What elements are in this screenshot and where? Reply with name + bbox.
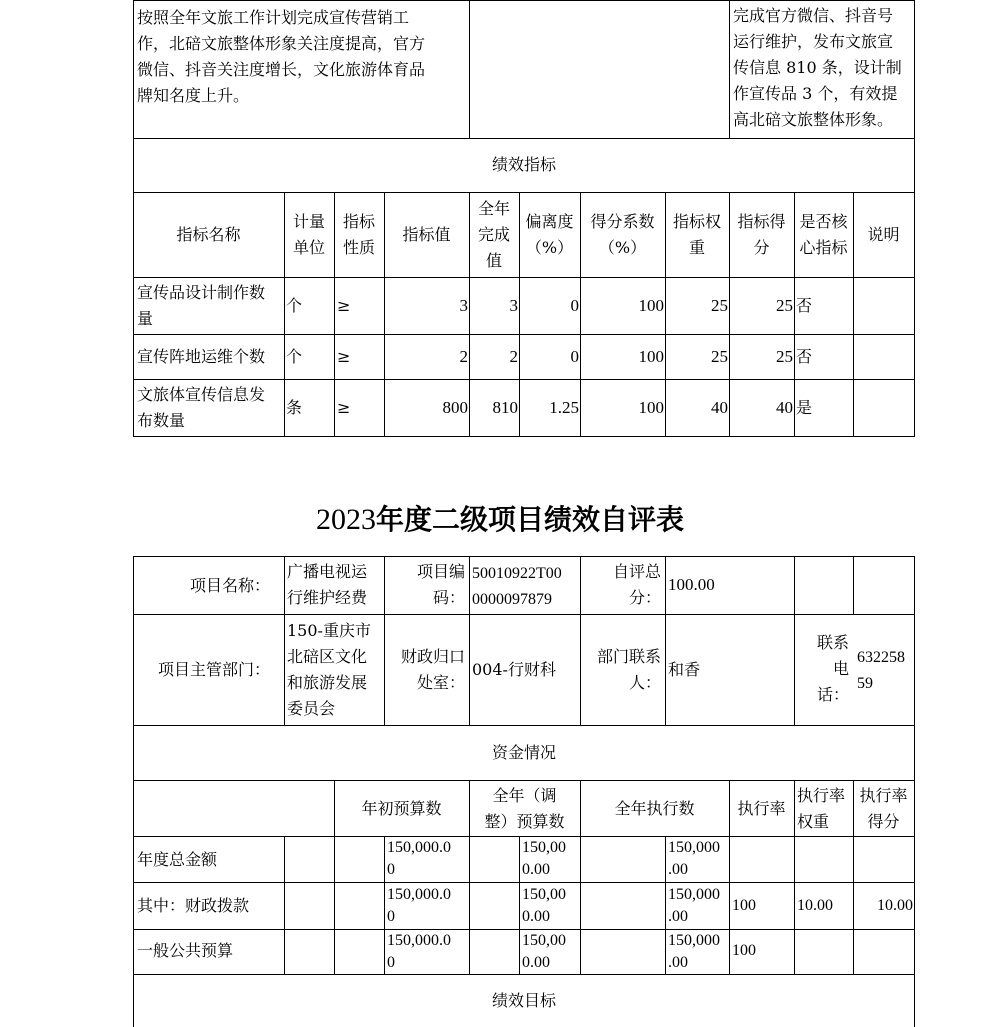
indicator-core: 否 (796, 296, 813, 315)
title-text: 年度二级项目绩效自评表 (375, 503, 684, 536)
indicator-value: 2 (459, 347, 468, 366)
fund-initial: 150,000.0 0 (387, 886, 451, 925)
header-score: 指标得 分 (737, 212, 786, 257)
header-weight: 指标权 重 (672, 212, 721, 257)
project-code-label: 项目编 码： (416, 562, 465, 607)
indicator-score: 25 (776, 347, 793, 366)
indicator-weight: 25 (711, 347, 728, 366)
indicator-name: 宣传品设计制作数 量 (137, 283, 266, 328)
title-year: 2023 (315, 503, 376, 536)
indicator-coefficient: 100 (638, 398, 664, 417)
header-note: 说明 (867, 225, 900, 244)
fund-row-label: 一般公共预算 (137, 941, 234, 960)
phone-value: 632258 59 (857, 649, 905, 692)
header-execution-rate: 执行率 (737, 799, 786, 818)
header-rate-score: 执行率 得分 (859, 786, 908, 831)
header-value: 指标值 (402, 225, 451, 244)
fund-adjusted: 150,00 0.00 (522, 839, 566, 878)
indicator-deviation: 1.25 (549, 398, 579, 417)
indicator-unit: 个 (286, 347, 303, 366)
fund-adjusted: 150,00 0.00 (522, 886, 566, 925)
indicator-completed: 2 (509, 347, 518, 366)
fund-execution-rate: 100 (732, 897, 756, 914)
header-nature: 指标 性质 (342, 212, 375, 257)
self-score-value: 100.00 (668, 575, 715, 594)
annual-goal-text: 按照全年文旅工作计划完成宣传营销工 作，北碚文旅整体形象关注度提高，官方 微信、抖音关注度增长，文化旅游体育品 牌知名度上升。 (137, 8, 426, 105)
indicator-nature: ≥ (337, 398, 351, 417)
indicator-value: 3 (459, 296, 468, 315)
header-adjusted-budget: 全年（调 整）预算数 (484, 786, 565, 831)
fund-row-label: 年度总金额 (137, 850, 218, 869)
project-name-value: 广播电视运 行维护经费 (287, 562, 368, 607)
header-executed: 全年执行数 (614, 799, 695, 818)
fund-initial: 150,000.0 0 (387, 839, 451, 878)
fund-adjusted: 150,00 0.00 (522, 932, 566, 971)
header-core: 是否核 心指标 (799, 212, 848, 257)
contact-value: 和香 (668, 660, 701, 679)
header-deviation: 偏离度 （%） (525, 212, 574, 257)
fund-row-label: 其中：财政拨款 (137, 896, 250, 915)
indicator-coefficient: 100 (638, 296, 664, 315)
indicator-name: 文旅体宣传信息发 布数量 (137, 385, 266, 430)
header-rate-weight: 执行率 权重 (797, 786, 846, 831)
indicator-value: 800 (442, 398, 468, 417)
contact-label: 部门联系 人： (596, 647, 661, 692)
annual-result-text: 完成官方微信、抖音号 运行维护，发布文旅宣 传信息 810 条，设计制 作宣传品 3 个，有效提 高北碚文旅整体形象。 (733, 6, 902, 129)
indicator-weight: 40 (711, 398, 728, 417)
indicator-unit: 个 (286, 296, 303, 315)
performance-indicators-label: 绩效指标 (491, 155, 556, 174)
funds-section-label: 资金情况 (491, 743, 556, 762)
indicator-nature: ≥ (337, 296, 351, 315)
fund-initial: 150,000.0 0 (387, 932, 451, 971)
header-completed: 全年 完成 值 (477, 199, 510, 270)
indicator-coefficient: 100 (638, 347, 664, 366)
department-label: 项目主管部门： (157, 660, 270, 679)
fund-execution-rate: 100 (732, 942, 756, 959)
finance-office-value: 004-行财科 (472, 660, 556, 679)
indicator-name: 宣传阵地运维个数 (137, 347, 266, 366)
phone-label: 联系 电 话： (816, 633, 849, 704)
performance-goal-label: 绩效目标 (491, 991, 556, 1010)
header-initial-budget: 年初预算数 (361, 799, 442, 818)
project-code-value: 50010922T00 0000097879 (472, 565, 562, 608)
finance-office-label: 财政归口 处室： (400, 647, 465, 692)
indicator-core: 是 (796, 398, 813, 417)
self-score-label: 自评总 分： (612, 562, 661, 607)
indicator-nature: ≥ (337, 347, 351, 366)
fund-executed: 150,000 .00 (668, 886, 720, 925)
project-name-label: 项目名称： (189, 576, 270, 595)
indicator-unit: 条 (286, 398, 303, 417)
indicator-core: 否 (796, 347, 813, 366)
indicator-score: 25 (776, 296, 793, 315)
indicator-score: 40 (776, 398, 793, 417)
indicator-completed: 3 (509, 296, 518, 315)
page-title (0, 500, 1000, 540)
fund-rate-weight: 10.00 (797, 897, 833, 914)
fund-executed: 150,000 .00 (668, 932, 720, 971)
header-unit: 计量 单位 (292, 212, 325, 257)
indicator-weight: 25 (711, 296, 728, 315)
fund-rate-score: 10.00 (877, 897, 913, 914)
indicator-deviation: 0 (570, 296, 579, 315)
department-value: 150-重庆市 北碚区文化 和旅游发展 委员会 (287, 621, 371, 718)
header-indicator-name: 指标名称 (176, 225, 241, 244)
fund-executed: 150,000 .00 (668, 839, 720, 878)
header-score-coefficient: 得分系数 （%） (590, 212, 655, 257)
indicator-deviation: 0 (570, 347, 579, 366)
indicator-completed: 810 (492, 398, 518, 417)
